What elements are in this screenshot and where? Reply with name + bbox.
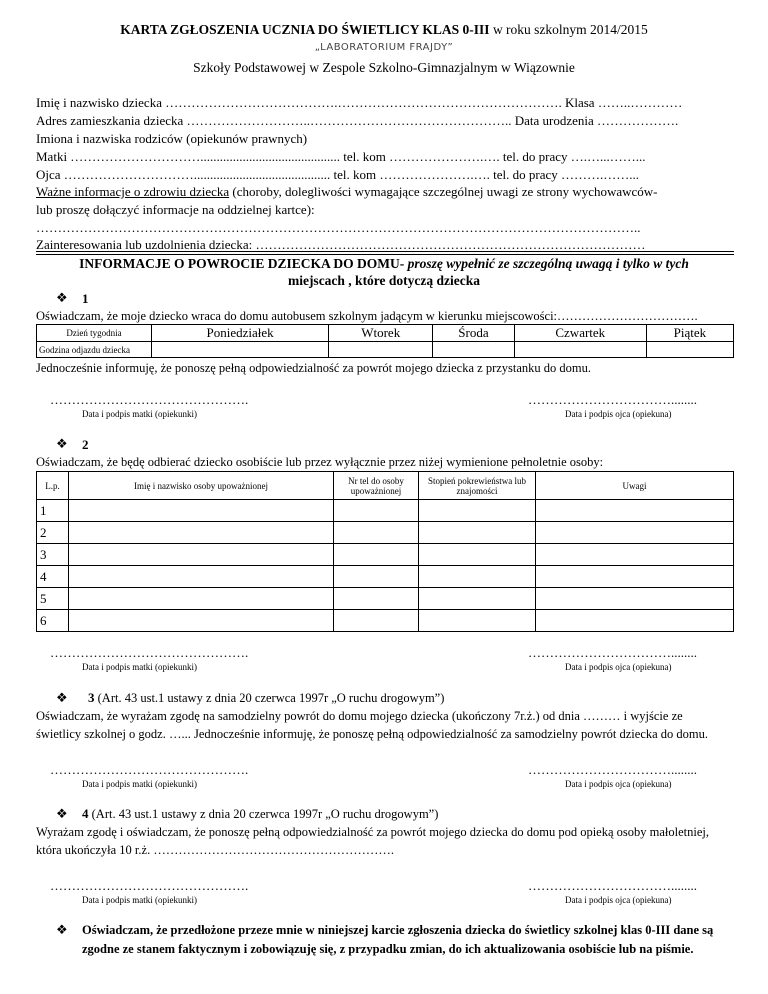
table-cell[interactable] [69, 544, 334, 566]
diamond-bullet-icon: ❖ [56, 690, 68, 705]
column-header: Nr tel do osoby upoważnionej [334, 472, 419, 500]
title-rest: w roku szkolnym 2014/2015 [489, 22, 648, 37]
table-cell[interactable] [69, 566, 334, 588]
signature-line-mother[interactable]: ………………………………………. [50, 878, 249, 893]
final-declaration-line-1: Oświadczam, że przedłożone przeze mnie w niniejszej karcie zgłoszenia dziecka do świetlicy szkolnej klas 0-III dane są [82, 923, 714, 937]
signature-label-mother: Data i podpis matki (opiekunki) [82, 895, 197, 905]
section-3-line-2[interactable]: świetlicy szkolnej o godz. …... Jednocześnie informuję, że ponoszę pełną odpowiedzialność za samodzielny powrót dziecka do domu. [36, 727, 709, 741]
table-cell[interactable] [334, 522, 419, 544]
signature-label-father: Data i podpis ojca (opiekuna) [565, 895, 672, 905]
document-subtitle: „LABORATORIUM FRAJDY” [314, 42, 454, 53]
section-4-line-1: Wyrażam zgodę i oświadczam, że ponoszę pełną odpowiedzialność za powrót mojego dziecka do domu pod opieką osoby małoletniej, [36, 825, 709, 839]
health-info-line-2: lub proszę dołączyć informacje na oddzielnej kartce): [36, 202, 315, 217]
authorized-persons-table [36, 471, 734, 632]
section-1-statement[interactable]: Oświadczam, że moje dziecko wraca do domu autobusem szkolnym jadącym w kierunku miejscowości:……………………………. [36, 309, 698, 323]
table-cell[interactable] [334, 566, 419, 588]
signature-line-father[interactable]: ……………………………........ [528, 878, 697, 893]
row-number: 2 [37, 522, 69, 544]
section-header-line-2: miejscach , które dotyczą dziecka [287, 273, 481, 288]
section-header [0, 256, 768, 272]
parents-label: Imiona i nazwiska rodziców (opiekunów prawnych) [36, 131, 308, 146]
column-header: Stopień pokrewieństwa lub znajomości [419, 472, 536, 500]
table-cell[interactable] [419, 610, 536, 632]
health-info-line [36, 184, 658, 200]
signature-label-father: Data i podpis ojca (opiekuna) [565, 662, 672, 672]
table-row [37, 610, 734, 632]
column-header: L.p. [37, 472, 69, 500]
day-cell: Czwartek [514, 325, 646, 342]
title-bold: KARTA ZGŁOSZENIA UCZNIA DO ŚWIETLICY KLAS 0-III [120, 22, 490, 37]
table-cell[interactable] [419, 544, 536, 566]
section-3-line-1[interactable]: Oświadczam, że wyrażam zgodę na samodzielny powrót do domu mojego dziecka (ukończony 7r.ż.) od dnia ……… i wyjście ze [36, 709, 683, 723]
table-cell[interactable] [69, 588, 334, 610]
section-header-bold: INFORMACJE O POWROCIE DZIECKA DO DOMU- [79, 256, 405, 271]
table-cell[interactable] [334, 610, 419, 632]
signature-label-mother: Data i podpis matki (opiekunki) [82, 409, 197, 419]
table-cell[interactable] [334, 588, 419, 610]
section-3-heading [88, 690, 444, 706]
diamond-bullet-icon: ❖ [56, 290, 68, 305]
table-cell[interactable] [69, 500, 334, 522]
table-cell[interactable] [419, 500, 536, 522]
bus-schedule-table [36, 324, 734, 358]
table-cell[interactable] [334, 544, 419, 566]
table-row-label: Dzień tygodnia [37, 325, 152, 342]
column-header: Imię i nazwisko osoby upoważnionej [69, 472, 334, 500]
day-cell: Poniedziałek [152, 325, 329, 342]
signature-line-father[interactable]: ……………………………........ [528, 645, 697, 660]
section-2-statement: Oświadczam, że będę odbierać dziecko osobiście lub przez wyłącznie przez niżej wymienione pełnoletnie osoby: [36, 455, 604, 469]
table-cell[interactable] [69, 522, 334, 544]
interests-line[interactable]: Zainteresowania lub uzdolnienia dziecka: ……………………………………………………………………………… [36, 237, 646, 252]
table-cell[interactable] [536, 522, 734, 544]
signature-line-father[interactable]: ……………………………........ [528, 392, 697, 407]
table-cell[interactable] [419, 566, 536, 588]
section-2-number: 2 [82, 437, 89, 452]
table-cell[interactable] [334, 500, 419, 522]
child-name-line[interactable]: Imię i nazwisko dziecka ………………………………….……………………………………………. Klasa ……..………… [36, 95, 683, 110]
signature-line-mother[interactable]: ………………………………………. [50, 762, 249, 777]
address-line[interactable]: Adres zamieszkania dziecka ………………………..……………………………………….. Data urodzenia ………………. [36, 113, 679, 128]
section-3-number: 3 [88, 690, 95, 705]
table-cell[interactable] [419, 588, 536, 610]
divider [36, 254, 734, 255]
father-line[interactable]: Ojca ………………………….......................................... tel. kom ………………….…. tel. do pracy ……….……... [36, 167, 640, 182]
departure-time-cell[interactable] [152, 342, 329, 358]
table-cell[interactable] [536, 610, 734, 632]
diamond-bullet-icon: ❖ [56, 436, 68, 451]
table-cell[interactable] [536, 544, 734, 566]
final-declaration-line-2: zgodne ze stanem faktycznym i zobowiązuję się, z przypadku zmian, do ich aktualizowania osobiście lub na piśmie. [82, 942, 694, 956]
departure-time-cell[interactable] [433, 342, 515, 358]
row-number: 6 [37, 610, 69, 632]
day-cell: Piątek [646, 325, 733, 342]
row-number: 3 [37, 544, 69, 566]
divider [36, 251, 734, 252]
row-number: 4 [37, 566, 69, 588]
table-row [37, 500, 734, 522]
table-row [37, 544, 734, 566]
health-info-dots[interactable]: ………………………………………………………………………………………………………………………….. [36, 220, 641, 235]
column-header: Uwagi [536, 472, 734, 500]
table-row [37, 588, 734, 610]
signature-label-father: Data i podpis ojca (opiekuna) [565, 409, 672, 419]
section-4-heading [82, 806, 438, 822]
section-4-number: 4 [82, 806, 89, 821]
departure-time-cell[interactable] [329, 342, 433, 358]
day-cell: Środa [433, 325, 515, 342]
diamond-bullet-icon: ❖ [56, 806, 68, 821]
signature-label-mother: Data i podpis matki (opiekunki) [82, 662, 197, 672]
table-cell[interactable] [419, 522, 536, 544]
section-1-number: 1 [82, 291, 89, 306]
signature-label-father: Data i podpis ojca (opiekuna) [565, 779, 672, 789]
day-cell: Wtorek [329, 325, 433, 342]
diamond-bullet-icon: ❖ [56, 922, 68, 937]
section-header-italic: proszę wypełnić ze szczególną uwagą i tylko w tych [404, 256, 689, 271]
signature-label-mother: Data i podpis matki (opiekunki) [82, 779, 197, 789]
signature-line-mother[interactable]: ………………………………………. [50, 645, 249, 660]
table-cell[interactable] [536, 566, 734, 588]
section-3-reference: (Art. 43 ust.1 ustawy z dnia 20 czerwca 1997r „O ruchu drogowym”) [94, 691, 445, 705]
signature-line-father[interactable]: ……………………………........ [528, 762, 697, 777]
mother-line[interactable]: Matki …………………………........................................... tel. kom ………………….…. tel. do pracy ….…...……... [36, 149, 646, 164]
document-title [0, 22, 768, 38]
row-number: 5 [37, 588, 69, 610]
row-number: 1 [37, 500, 69, 522]
signature-line-mother[interactable]: ………………………………………. [50, 392, 249, 407]
section-1-note: Jednocześnie informuję, że ponoszę pełną odpowiedzialność za powrót mojego dziecka z przystanku do domu. [36, 361, 592, 375]
table-row [37, 522, 734, 544]
table-cell[interactable] [69, 610, 334, 632]
table-cell[interactable] [536, 500, 734, 522]
table-row-label: Godzina odjazdu dziecka [37, 342, 152, 358]
health-info-label: Ważne informacje o zdrowiu dziecka [36, 184, 230, 199]
section-4-reference: (Art. 43 ust.1 ustawy z dnia 20 czerwca 1997r „O ruchu drogowym”) [88, 807, 439, 821]
health-info-rest: (choroby, dolegliwości wymagające szczególnej uwagi ze strony wychowawców- [229, 184, 658, 199]
table-cell[interactable] [536, 588, 734, 610]
departure-time-cell[interactable] [646, 342, 733, 358]
departure-time-cell[interactable] [514, 342, 646, 358]
school-name: Szkoły Podstawowej w Zespole Szkolno-Gimnazjalnym w Wiązownie [193, 60, 575, 75]
table-row [37, 566, 734, 588]
section-4-line-2[interactable]: która ukończyła 10 r.ż. …………………………………………………. [36, 843, 394, 857]
